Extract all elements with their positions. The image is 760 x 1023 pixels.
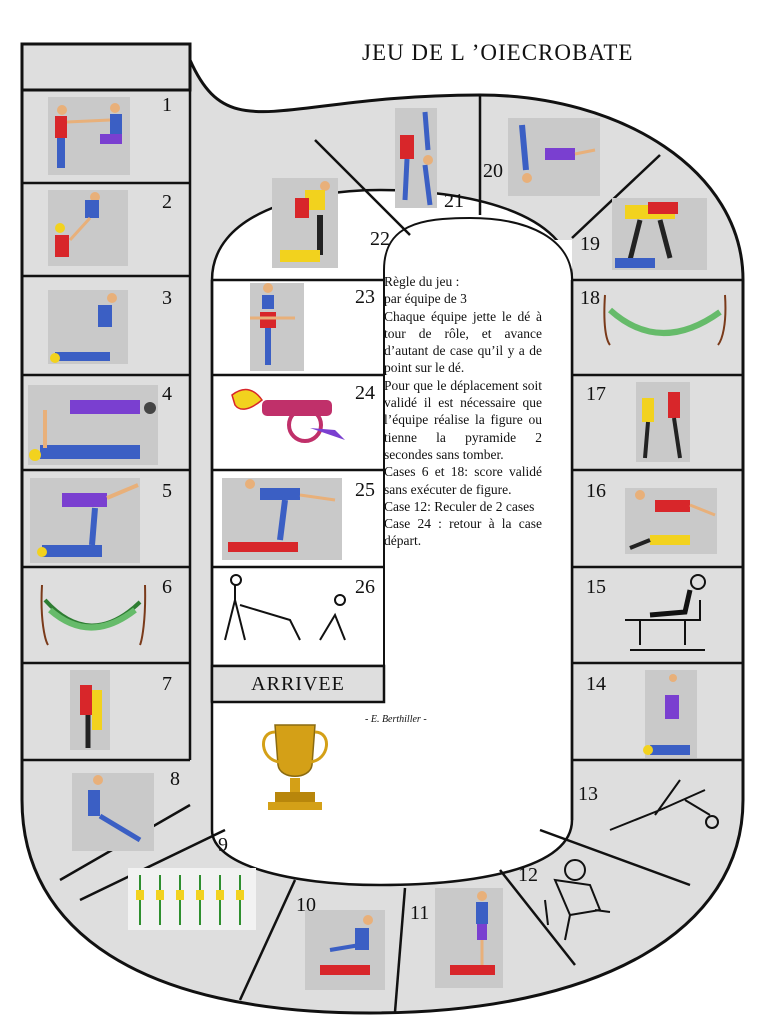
square-number-1: 1	[162, 94, 172, 116]
rules-line: Case 24 : retour à la case départ.	[384, 516, 542, 549]
square-number-26: 26	[355, 576, 375, 598]
square-number-3: 3	[162, 287, 172, 309]
square-number-19: 19	[580, 233, 600, 255]
square-number-16: 16	[586, 480, 606, 502]
square-number-17: 17	[586, 383, 606, 405]
square-number-15: 15	[586, 576, 606, 598]
square-number-18: 18	[580, 287, 600, 309]
game-title: JEU DE L ’OIECROBATE	[362, 40, 634, 65]
rules-line: Pour que le déplacement soit validé il est nécessaire que l’équipe réalise la figure ou tienne la pyramide 2 secondes sans tomber.	[384, 377, 542, 462]
rules-line: Case 12: Reculer de 2 cases	[384, 498, 535, 514]
square-number-13: 13	[578, 783, 598, 805]
square-number-2: 2	[162, 191, 172, 213]
square-number-9: 9	[218, 834, 228, 856]
square-number-10: 10	[296, 894, 316, 916]
square-number-21: 21	[444, 190, 464, 212]
square-number-5: 5	[162, 480, 172, 502]
square-number-25: 25	[355, 479, 375, 501]
arrival-square: ARRIVEE	[251, 672, 345, 695]
square-number-23: 23	[355, 286, 375, 308]
author-credit: - E. Berthiller -	[365, 714, 427, 725]
square-number-7: 7	[162, 673, 172, 695]
rules-line: Cases 6 et 18: score validé sans exécuter de figure.	[384, 464, 542, 497]
square-number-20: 20	[483, 160, 503, 182]
square-number-14: 14	[586, 673, 606, 695]
square-number-6: 6	[162, 576, 172, 598]
square-number-22: 22	[370, 228, 390, 250]
square-number-8: 8	[170, 768, 180, 790]
square-number-12: 12	[518, 864, 538, 886]
square-number-11: 11	[410, 902, 430, 924]
rules-title: Règle du jeu :	[384, 274, 460, 289]
rules-text	[384, 273, 542, 550]
square-number-4: 4	[162, 383, 172, 405]
rules-line: Chaque équipe jette le dé à tour de rôle, et avance d’autant de case qu’il y a de point sur le dé.	[384, 308, 542, 376]
square-number-24: 24	[355, 382, 375, 404]
rules-line: par équipe de 3	[384, 291, 467, 307]
